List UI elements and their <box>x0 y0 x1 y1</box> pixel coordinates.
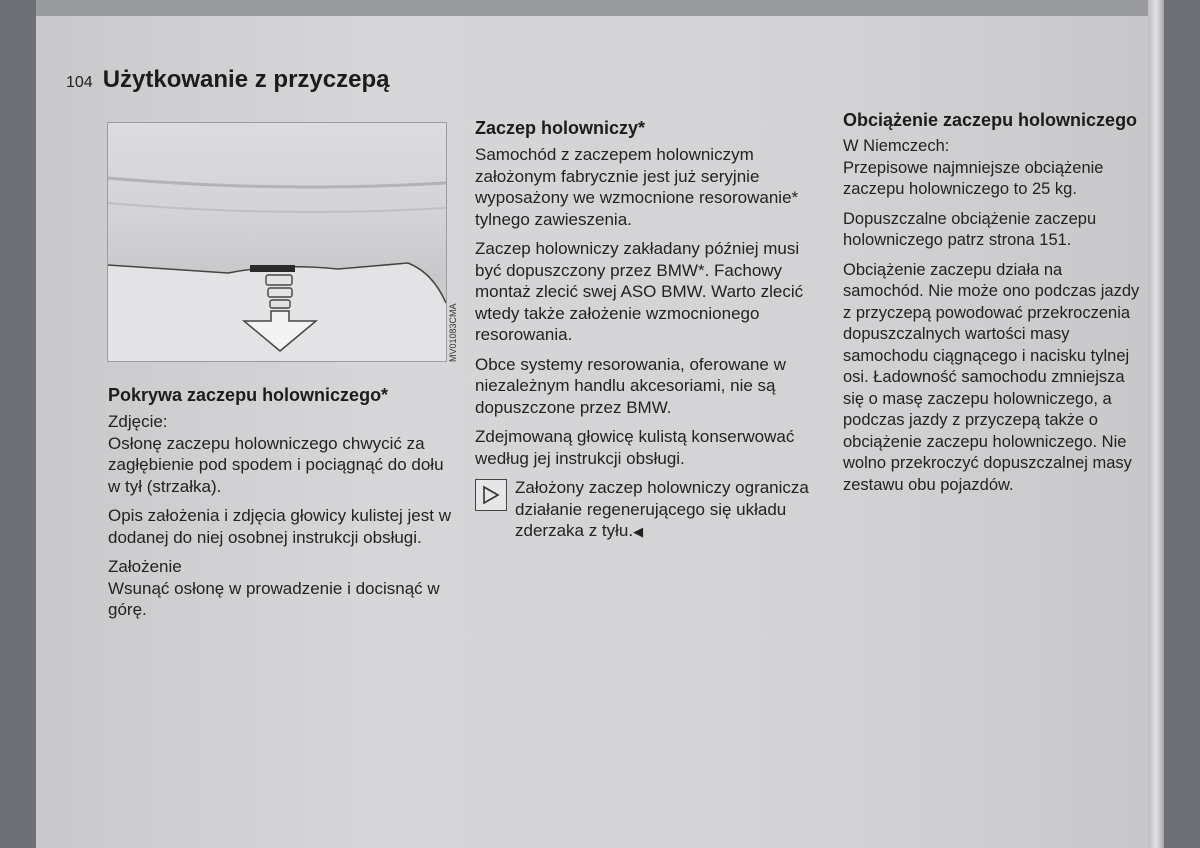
note-text: Założony zaczep holowniczy ogranicza działanie regenerującego się układu zderzaka z tyłu.◀ <box>515 478 809 540</box>
section-heading: Pokrywa zaczepu holowniczego* <box>108 385 389 405</box>
paragraph: Obce systemy resorowania, oferowane w niezależnym handlu akcesoriami, nie są dopuszczone przez BMW. <box>475 354 786 417</box>
paragraph: Przepisowe najmniejsze obciążenie zaczepu holowniczego to 25 kg. <box>843 158 1104 198</box>
paragraph: Zaczep holowniczy zakładany później musi być dopuszczony przez BMW*. Fachowy montaż zlecić swej ASO BMW. Warto zlecić wtedy także założenie wzmocnionego resorowania. <box>475 239 804 344</box>
removal-label: Zdjęcie: <box>108 412 168 431</box>
paragraph: Obciążenie zaczepu działa na samochód. Nie może ono podczas jazdy z przyczepą powodować przekroczenia dopuszczalnych wartości masy samochodu ciągnącego i nacisku tylnej osi. Ładowność samochodu zmniejsza się o masę zaczepu holowniczego, a podczas jazdy z przyczepą także o obciążenie zaczepu holowniczego. Nie wolno przekroczyć dopuszczalnej masy zestawu obu pojazdów. <box>843 260 1140 494</box>
paragraph: Zdejmowaną głowicę kulistą konserwować według jej instrukcji obsługi. <box>475 427 795 468</box>
page-number: 104 <box>66 74 93 91</box>
figure-code: MV01083CMA <box>448 303 458 362</box>
paragraph: Samochód z zaczepem holowniczym założonym fabrycznie jest już seryjnie wyposażony we wzmocnione resorowanie* tylnego zawieszenia. <box>475 145 799 229</box>
section-tow-hitch <box>475 118 820 543</box>
section-heading: Zaczep holowniczy* <box>475 118 646 138</box>
country-label: W Niemczech: <box>843 137 950 155</box>
section-hitch-cover <box>108 385 458 629</box>
note-box <box>475 477 820 543</box>
removal-text: Osłonę zaczepu holowniczego chwycić za zagłębienie pod spodem i pociągnąć do dołu w tył (strzałka). <box>108 433 444 496</box>
top-shadow-strip <box>36 0 1148 16</box>
end-mark-icon: ◀ <box>633 524 644 539</box>
tow-hitch-cover-figure <box>107 122 447 362</box>
ball-head-text: Opis założenia i zdjęcia głowicy kulistej jest w dodanej do niej osobnej instrukcji obsługi. <box>108 506 451 547</box>
paragraph: Dopuszczalne obciążenie zaczepu holowniczego patrz strona 151. <box>843 209 1097 249</box>
install-label: Założenie <box>108 557 182 576</box>
section-heading: Obciążenie zaczepu holowniczego <box>843 110 1138 130</box>
play-triangle-icon <box>475 479 507 511</box>
page-title: Użytkowanie z przyczepą <box>102 66 390 93</box>
bumper-illustration <box>108 123 446 361</box>
section-hitch-load <box>843 110 1143 504</box>
install-text: Wsunąć osłonę w prowadzenie i docisnąć w górę. <box>108 578 440 619</box>
page-header <box>66 66 389 94</box>
page-edge <box>1148 0 1164 848</box>
